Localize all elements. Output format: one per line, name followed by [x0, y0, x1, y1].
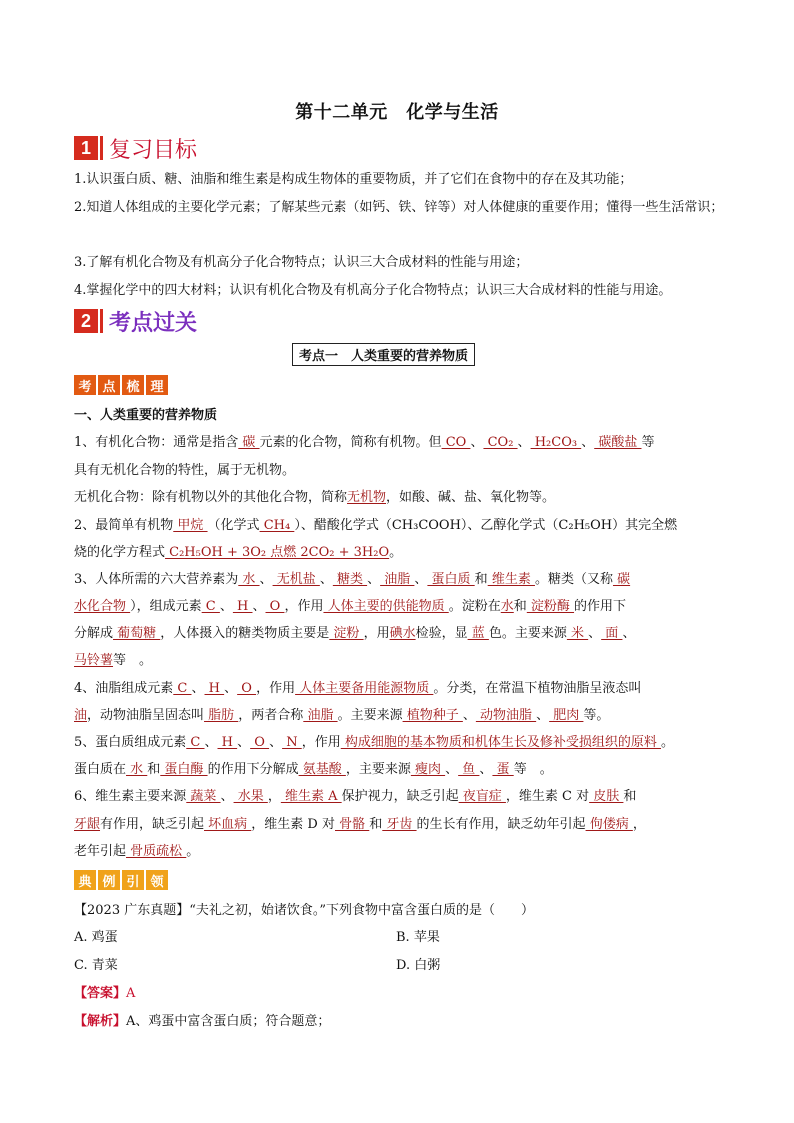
- line-13: 蛋白质在 水 和 蛋白酶 的作用下分解成 氨基酸 ，主要来源 瘦肉 、 鱼 、 蛋 等 。: [74, 762, 553, 777]
- line-7: 水化合物 ），组成元素 C 、 H 、 O ，作用 人体主要的供能物质 。淀粉在水和 淀粉酶 的作用下: [74, 599, 627, 614]
- goal-2: 2.知道人体组成的主要化学元素；了解某些元素（如钙、铁、锌等）对人体健康的重要作用；懂得一些生活常识；: [74, 200, 724, 215]
- line-2: 具有无机化合物的特性，属于无机物。: [74, 463, 296, 478]
- option-b: B. 苹果: [396, 930, 440, 945]
- tag-char: 理: [146, 375, 168, 395]
- section-heading-review-goals: [74, 134, 197, 162]
- section-number: 2: [74, 309, 98, 333]
- section-title: 考点过关: [109, 310, 198, 336]
- line-3: 无机化合物：除有机物以外的其他化合物，简称无机物，如酸、碱、盐、氧化物等。: [74, 490, 556, 505]
- section-heading-exam-points: [74, 307, 197, 335]
- line-1: 1、有机化合物：通常是指含 碳 元素的化合物，简称有机物。但 CO 、 CO₂ 、 H₂CO₃ 、 碳酸盐 等: [74, 435, 655, 450]
- heading-nutrients: 一、人类重要的营养物质: [74, 408, 218, 423]
- line-16: 老年引起 骨质疏松 。: [74, 844, 200, 859]
- tag-char: 典: [74, 870, 96, 890]
- topic-box: 考点一 人类重要的营养物质: [292, 343, 475, 366]
- tag-char: 梳: [122, 375, 144, 395]
- line-11: 油，动物油脂呈固态叫 脂肪 ，两者合称 油脂 。主要来源 植物种子 、 动物油脂 、 肥肉 等。: [74, 708, 610, 723]
- tag-char: 点: [98, 375, 120, 395]
- tag-key-points: [74, 375, 168, 395]
- answer: 【答案】A: [74, 986, 136, 1001]
- tag-char: 领: [146, 870, 168, 890]
- section-title: 复习目标: [109, 137, 198, 163]
- line-15: 牙龈有作用，缺乏引起 坏血病 ，维生素 D 对 骨骼 和 牙齿 的生长有作用，缺乏幼年引起 佝偻病 ，: [74, 817, 646, 832]
- line-5: 烧的化学方程式 C₂H₅OH + 3O₂ 点燃 2CO₂ + 3H₂O。: [74, 545, 403, 560]
- option-d: D. 白粥: [396, 958, 441, 973]
- option-a: A. 鸡蛋: [74, 930, 118, 945]
- goal-3: 3.了解有机化合物及有机高分子化合物特点；认识三大合成材料的性能与用途；: [74, 255, 529, 270]
- tag-char: 引: [122, 870, 144, 890]
- line-14: 6、维生素主要来源 蔬菜 、 水果 ， 维生素 A 保护视力，缺乏引起 夜盲症 ，维生素 C 对 皮肤 和: [74, 789, 637, 804]
- goal-1: 1.认识蛋白质、糖、油脂和维生素是构成生物体的重要物质，并了它们在食物中的存在及其功能；: [74, 172, 633, 187]
- analysis: 【解析】A、鸡蛋中富含蛋白质；符合题意；: [74, 1014, 331, 1029]
- line-9: 马铃薯等 。: [74, 653, 153, 668]
- line-12: 5、蛋白质组成元素 C 、 H 、 O 、 N ，作用 构成细胞的基本物质和机体生长及修补受损组织的原料 。: [74, 735, 675, 750]
- line-10: 4、油脂组成元素 C 、 H 、 O ，作用 人体主要备用能源物质 。分类，在常温下植物油脂呈液态叫: [74, 681, 642, 696]
- section-bar: [100, 309, 103, 333]
- section-number: 1: [74, 136, 98, 160]
- goal-4: 4.掌握化学中的四大材料；认识有机化合物及有机高分子化合物特点；认识三大合成材料的性能与用途。: [74, 283, 672, 298]
- section-bar: [100, 136, 103, 160]
- tag-example: [74, 870, 168, 890]
- line-4: 2、最简单有机物 甲烷 （化学式 CH₄ ）、醋酸化学式（CH₃COOH）、乙醇化学式（C₂H₅OH）其完全燃: [74, 518, 678, 533]
- option-c: C. 青菜: [74, 958, 118, 973]
- tag-char: 例: [98, 870, 120, 890]
- tag-char: 考: [74, 375, 96, 395]
- line-8: 分解成 葡萄糖 ，人体摄入的糖类物质主要是 淀粉 ，用碘水检验，显 蓝 色。主要来源 米 、 面 、: [74, 626, 636, 641]
- line-6: 3、人体所需的六大营养素为 水 、 无机盐 、 糖类 、 油脂 、 蛋白质 和 维生素 。糖类（又称 碳: [74, 572, 631, 587]
- page-title: 第十二单元 化学与生活: [295, 102, 499, 123]
- question: 【2023 广东真题】“夫礼之初，始诸饮食。”下列食物中富含蛋白质的是（ ）: [74, 903, 535, 918]
